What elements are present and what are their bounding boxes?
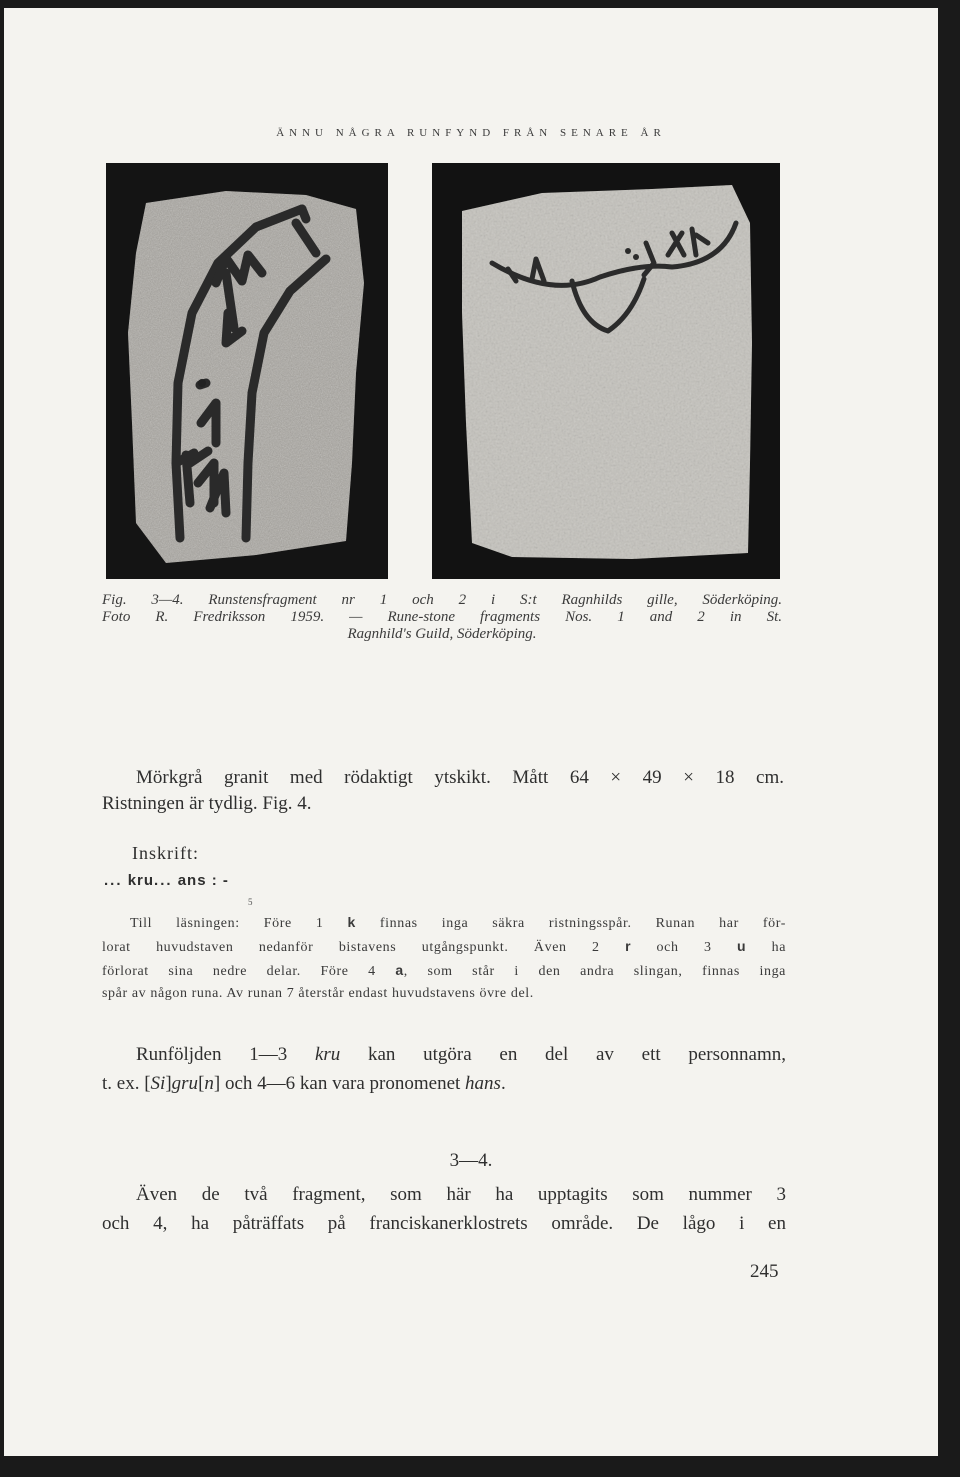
section-number: 3—4. xyxy=(449,1150,493,1171)
paragraph-line: Ristningen är tydlig. Fig. 4. xyxy=(102,793,312,814)
photo-fragment-1 xyxy=(106,163,388,579)
paragraph-line: Mörkgrå granit med rödaktigt ytskikt. Mått 64 × 49 × 18 cm. xyxy=(136,767,784,788)
notes-line: Till läsningen: Före 1 k finnas inga säkra ristningsspår. Runan har för- xyxy=(130,914,786,931)
notes-line: förlorat sina nedre delar. Före 4 a, som står i den andra slingan, finnas inga xyxy=(102,962,786,979)
inscription-gap: ... xyxy=(154,872,173,889)
paragraph-line: Runföljden 1—3 kru kan utgöra en del av ett personnamn, xyxy=(136,1044,786,1065)
inscription-runes: kru xyxy=(127,872,155,889)
photo-fragment-2 xyxy=(432,163,780,579)
notes-line: lorat huvudstaven nedanför bistavens utgångspunkt. Även 2 r och 3 u ha xyxy=(102,938,787,955)
caption-line: Fig. 3—4. Runstensfragment nr 1 och 2 i S:t Ragnhilds gille, Söderköping. xyxy=(102,592,782,608)
figure-caption xyxy=(102,592,782,643)
page-number: 245 xyxy=(750,1261,779,1282)
paragraph-interpretation xyxy=(102,1040,786,1098)
inscription-transliteration xyxy=(104,872,229,889)
page xyxy=(4,8,938,1456)
paragraph-description xyxy=(102,765,784,817)
inscription-lead: ... xyxy=(104,872,123,889)
inscription-end: ans : - xyxy=(177,872,229,889)
caption-line: Foto R. Fredriksson 1959. — Rune-stone fragments Nos. 1 and 2 in St. xyxy=(102,609,782,625)
notes-line: spår av någon runa. Av runan 7 återstår endast huvudstavens övre del. xyxy=(102,986,534,1001)
reading-notes xyxy=(102,911,786,1005)
running-head: ÄNNU NÅGRA RUNFYND FRÅN SENARE ÅR xyxy=(276,127,666,139)
paragraph-line: t. ex. [Si]gru[n] och 4—6 kan vara pronomenet hans. xyxy=(102,1073,506,1094)
paragraph-fragments xyxy=(102,1180,786,1238)
inskrift-label: Inskrift: xyxy=(132,843,199,863)
caption-line: Ragnhild's Guild, Söderköping. xyxy=(347,626,537,642)
paragraph-line: och 4, ha påträffats på franciskanerklostrets område. De lågo i en xyxy=(102,1213,786,1234)
paragraph-line: Även de två fragment, som här ha upptagits som nummer 3 xyxy=(136,1184,786,1205)
rune-position-number: 5 xyxy=(248,897,253,907)
